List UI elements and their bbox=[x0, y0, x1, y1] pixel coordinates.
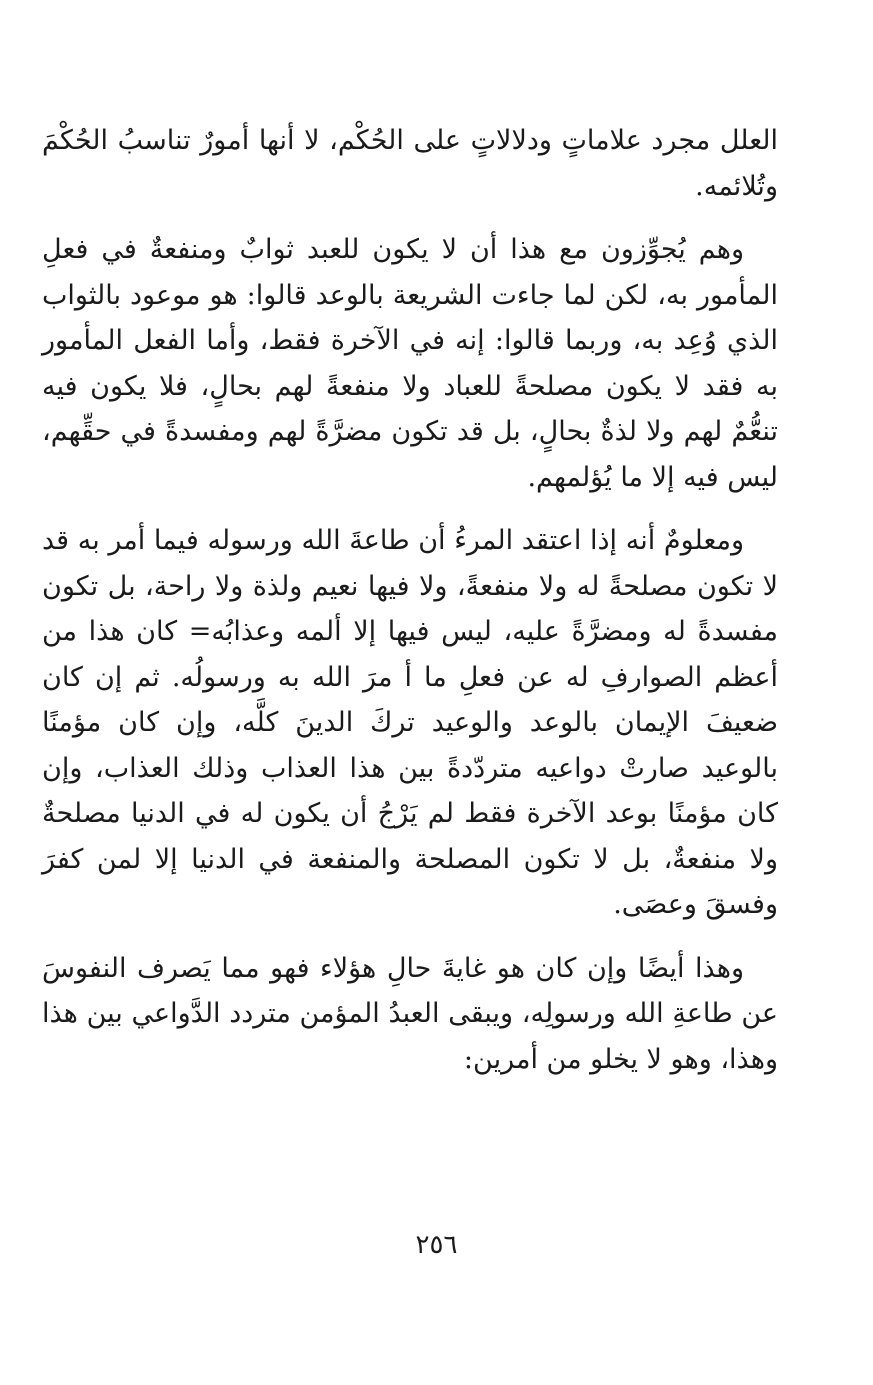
paragraph-1: العلل مجرد علاماتٍ ودلالاتٍ على الحُكْم، لا أنها أمورٌ تناسبُ الحُكْمَ وتُلائمه. bbox=[42, 125, 778, 202]
paragraph-2: وهم يُجوِّزون مع هذا أن لا يكون للعبد ثوابٌ ومنفعةٌ في فعلِ المأمور به، لكن لما جاءت الشريعة بالوعد قالوا: هو موعود بالثواب الذي وُعِد به، وربما قالوا: إنه في الآخرة فقط، وأما الفعل المأمور به فقد لا يكون مصلحةً للعباد ولا منفعةً لهم بحالٍ، فلا يكون فيه تنعُّمٌ لهم ولا لذةٌ بحالٍ، بل قد تكون مضرَّةً لهم ومفسدةً في حقِّهم، ليس فيه إلا ما يُؤلمهم. bbox=[42, 234, 778, 493]
page-number: ٢٥٦ bbox=[415, 1230, 458, 1260]
body-text bbox=[42, 118, 778, 1100]
paragraph-4: وهذا أيضًا وإن كان هو غايةَ حالِ هؤلاء فهو مما يَصرف النفوسَ عن طاعةِ الله ورسولِه، ويبقى العبدُ المؤمن متردد الدَّواعي بين هذا وهذا، وهو لا يخلو من أمرين: bbox=[42, 952, 778, 1075]
paragraph-3: ومعلومٌ أنه إذا اعتقد المرءُ أن طاعةَ الله ورسوله فيما أمر به قد لا تكون مصلحةً له ولا منفعةً، ولا فيها نعيم ولذة ولا راحة، بل تكون مفسدةً له ومضرَّةً عليه، ليس فيها إلا ألمه وعذابُه= كان هذا من أعظم الصوارفِ له عن فعلِ ما أ مرَ الله به ورسولُه. ثم إن كان ضعيفَ الإيمان بالوعد والوعيد تركَ الدينَ كلَّه، وإن كان مؤمنًا بالوعيد صارتْ دواعيه متردّدةً بين هذا العذاب وذلك العذاب، وإن كان مؤمنًا بوعد الآخرة فقط لم يَرْجُ أن يكون له في الدنيا مصلحةٌ ولا منفعةٌ، بل لا تكون المصلحة والمنفعة في الدنيا إلا لمن كفرَ وفسقَ وعصَى. bbox=[42, 525, 778, 920]
